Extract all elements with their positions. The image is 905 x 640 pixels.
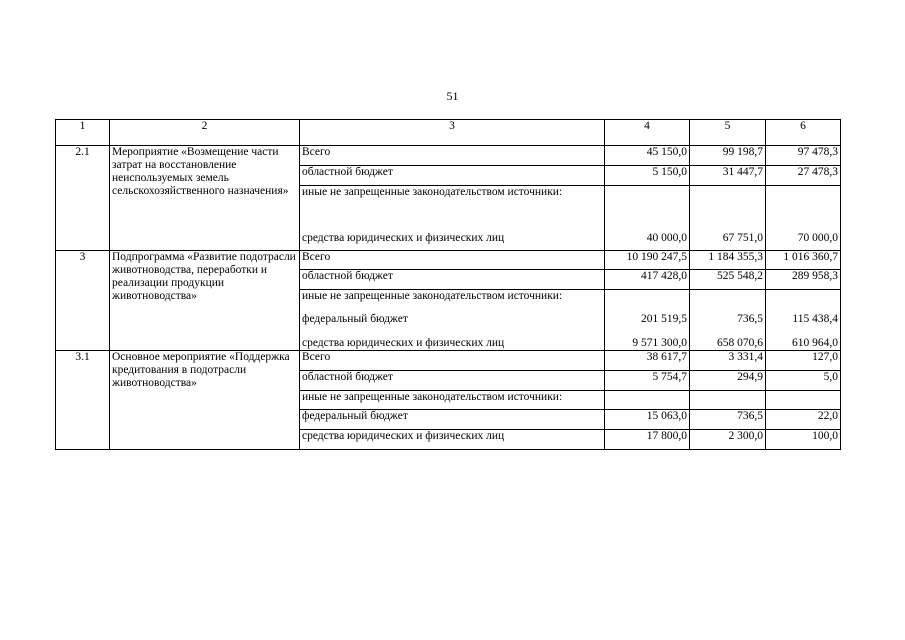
value-col-5: 525 548,2 [690, 270, 766, 290]
value-col-6: 27 478,3 [766, 166, 841, 186]
value-col-6: 70 000,0 [766, 232, 841, 251]
header-cell: 2 [110, 120, 300, 146]
value-col-6 [766, 391, 841, 410]
header-cell: 5 [690, 120, 766, 146]
funding-source: федеральный бюджет [300, 410, 605, 430]
program-name: Основное мероприятие «Поддержка кредитования в подотрасли животноводства» [110, 351, 300, 450]
header-row [56, 120, 841, 146]
row-number: 3.1 [56, 351, 110, 450]
value-col-6 [766, 186, 841, 232]
value-col-4: 417 428,0 [605, 270, 690, 290]
funding-source: средства юридических и физических лиц [300, 335, 605, 351]
value-col-6: 115 438,4 [766, 313, 841, 335]
value-col-4: 40 000,0 [605, 232, 690, 251]
funding-source: иные не запрещенные законодательством источники: [300, 290, 605, 313]
value-col-5: 1 184 355,3 [690, 251, 766, 270]
funding-source: Всего [300, 146, 605, 166]
value-col-4: 9 571 300,0 [605, 335, 690, 351]
value-col-6: 289 958,3 [766, 270, 841, 290]
header-cell: 6 [766, 120, 841, 146]
value-col-5 [690, 290, 766, 313]
funding-source: средства юридических и физических лиц [300, 430, 605, 450]
budget-table [55, 119, 841, 450]
value-col-6: 22,0 [766, 410, 841, 430]
funding-source: иные не запрещенные законодательством источники: [300, 186, 605, 232]
funding-source: федеральный бюджет [300, 313, 605, 335]
value-col-5: 31 447,7 [690, 166, 766, 186]
value-col-4: 5 754,7 [605, 371, 690, 391]
value-col-5: 736,5 [690, 313, 766, 335]
value-col-5: 736,5 [690, 410, 766, 430]
table-row [56, 146, 841, 166]
row-number: 2.1 [56, 146, 110, 251]
header-cell: 4 [605, 120, 690, 146]
header-cell: 3 [300, 120, 605, 146]
value-col-6: 610 964,0 [766, 335, 841, 351]
value-col-4: 15 063,0 [605, 410, 690, 430]
value-col-6: 1 016 360,7 [766, 251, 841, 270]
value-col-5: 2 300,0 [690, 430, 766, 450]
value-col-4: 10 190 247,5 [605, 251, 690, 270]
value-col-4: 5 150,0 [605, 166, 690, 186]
table-row [56, 351, 841, 371]
value-col-5 [690, 391, 766, 410]
value-col-6: 5,0 [766, 371, 841, 391]
value-col-4: 45 150,0 [605, 146, 690, 166]
page-number: 51 [446, 89, 459, 103]
value-col-4: 17 800,0 [605, 430, 690, 450]
value-col-4: 201 519,5 [605, 313, 690, 335]
value-col-5: 99 198,7 [690, 146, 766, 166]
value-col-4: 38 617,7 [605, 351, 690, 371]
funding-source: Всего [300, 251, 605, 270]
funding-source: областной бюджет [300, 166, 605, 186]
value-col-5: 294,9 [690, 371, 766, 391]
value-col-4 [605, 290, 690, 313]
funding-source: областной бюджет [300, 270, 605, 290]
value-col-6 [766, 290, 841, 313]
value-col-4 [605, 391, 690, 410]
value-col-5: 658 070,6 [690, 335, 766, 351]
value-col-6: 127,0 [766, 351, 841, 371]
funding-source: Всего [300, 351, 605, 371]
value-col-6: 97 478,3 [766, 146, 841, 166]
program-name: Подпрограмма «Развитие подотрасли животноводства, переработки и реализации продукции животноводства» [110, 251, 300, 351]
program-name: Мероприятие «Возмещение части затрат на восстановление неиспользуемых земель сельскохозяйственного назначения» [110, 146, 300, 251]
table-row [56, 251, 841, 270]
header-cell: 1 [56, 120, 110, 146]
value-col-4 [605, 186, 690, 232]
funding-source: областной бюджет [300, 371, 605, 391]
funding-source: иные не запрещенные законодательством источники: [300, 391, 605, 410]
value-col-5: 67 751,0 [690, 232, 766, 251]
value-col-6: 100,0 [766, 430, 841, 450]
row-number: 3 [56, 251, 110, 351]
value-col-5: 3 331,4 [690, 351, 766, 371]
value-col-5 [690, 186, 766, 232]
funding-source: средства юридических и физических лиц [300, 232, 605, 251]
